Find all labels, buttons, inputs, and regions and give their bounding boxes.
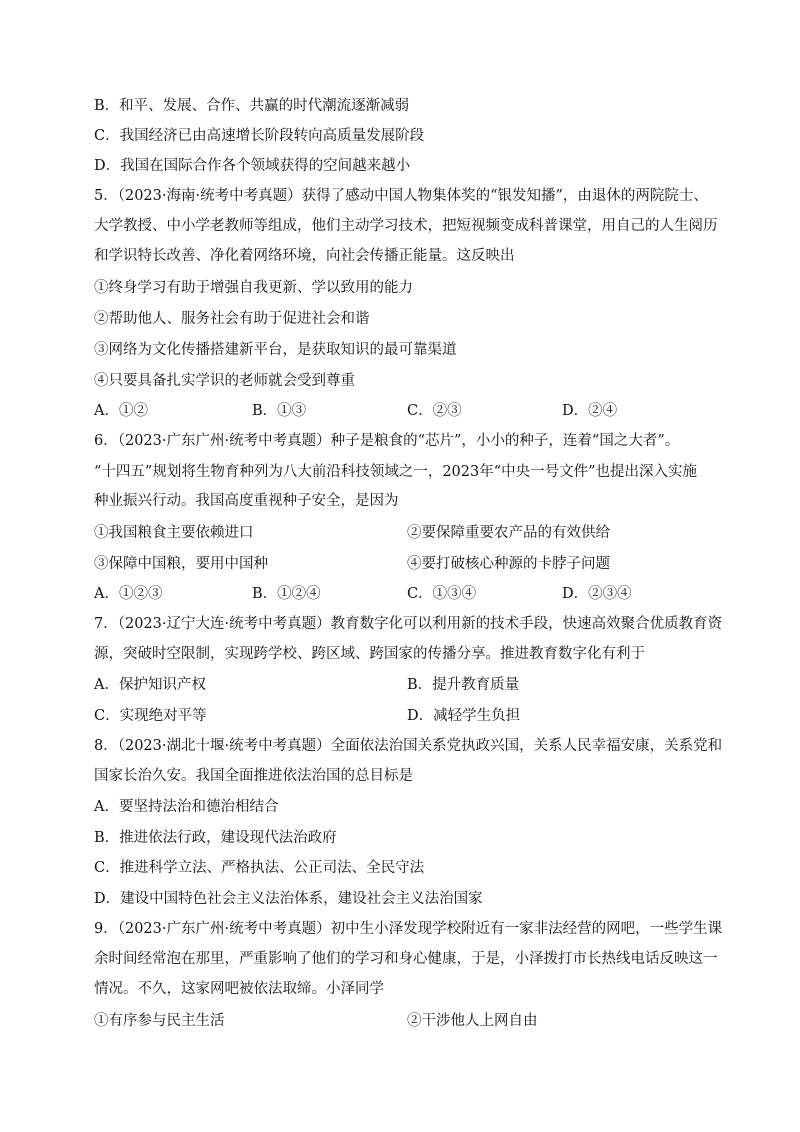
q6-statement-4: ④要打破核心种源的卡脖子问题	[407, 556, 610, 572]
q4-option-c: C．我国经济已由高速增长阶段转向高质量发展阶段	[94, 128, 425, 144]
q6-option-b: B．①②④	[252, 586, 321, 602]
q8-option-b: B．推进依法行政，建设现代法治政府	[94, 830, 337, 846]
q5-option-a: A．①②	[94, 403, 148, 419]
q6-stem-line1: 6．（2023·广东广州·统考中考真题）种子是粮食的“芯片”，小小的种子，连着“国之大者”。	[94, 433, 680, 449]
q6-option-a: A．①②③	[94, 586, 163, 602]
q6-stem-line2: “十四五”规划将生物育种列为八大前沿科技领域之一，2023年“中央一号文件”也提出深入实施	[94, 464, 698, 480]
q6-statement-3: ③保障中国粮，要用中国种	[94, 556, 268, 572]
q9-stem-line1: 9．（2023·广东广州·统考中考真题）初中生小泽发现学校附近有一家非法经营的网吧，一些学生课	[94, 921, 723, 937]
q8-stem-line1: 8．（2023·湖北十堰·统考中考真题）全面依法治国关系党执政兴国，关系人民幸福安康，关系党和	[94, 738, 723, 754]
q8-stem-line2: 国家长治久安。我国全面推进依法治国的总目标是	[94, 768, 413, 784]
q5-option-c: C．②③	[407, 403, 462, 419]
q4-option-d: D．我国在国际合作各个领域获得的空间越来越小	[94, 158, 411, 174]
q8-option-c: C．推进科学立法、严格执法、公正司法、全民守法	[94, 860, 425, 876]
q6-statement-2: ②要保障重要农产品的有效供给	[407, 525, 610, 541]
q7-stem-line2: 源，突破时空限制，实现跨学校、跨区域、跨国家的传播分享。推进教育数字化有利于	[94, 646, 645, 662]
q5-statement-4: ④只要具备扎实学识的老师就会受到尊重	[94, 373, 355, 389]
q9-statement-1: ①有序参与民主生活	[94, 1013, 225, 1029]
q5-stem-line1: 5．（2023·海南·统考中考真题）获得了感动中国人物集体奖的“银发知播”，由退休的两院院士、	[94, 188, 708, 204]
q5-stem-line2: 大学教授、中小学老教师等组成，他们主动学习技术，把短视频变成科普课堂，用自己的人生阅历	[94, 218, 718, 234]
q7-option-d: D．减轻学生负担	[407, 708, 521, 724]
q8-option-d: D．建设中国特色社会主义法治体系，建设社会主义法治国家	[94, 891, 483, 907]
q7-option-c: C．实现绝对平等	[94, 708, 207, 724]
q5-statement-1: ①终身学习有助于增强自我更新、学以致用的能力	[94, 280, 413, 296]
q5-statement-2: ②帮助他人、服务社会有助于促进社会和谐	[94, 311, 370, 327]
q9-statement-2: ②干涉他人上网自由	[407, 1013, 538, 1029]
q4-option-b: B．和平、发展、合作、共赢的时代潮流逐渐减弱	[94, 98, 410, 114]
q6-statement-1: ①我国粮食主要依赖进口	[94, 525, 254, 541]
q6-option-c: C．①③④	[407, 586, 477, 602]
q7-option-b: B．提升教育质量	[407, 677, 520, 693]
q9-stem-line3: 情况。不久，这家网吧被依法取缔。小泽同学	[94, 981, 384, 997]
q5-stem-line3: 和学识特长改善、净化着网络环境，向社会传播正能量。这反映出	[94, 248, 515, 264]
q5-option-b: B．①③	[252, 403, 307, 419]
q5-option-d: D．②④	[562, 403, 618, 419]
q7-option-a: A．保护知识产权	[94, 677, 206, 693]
q6-option-d: D．②③④	[562, 586, 632, 602]
q7-stem-line1: 7．（2023·辽宁大连·统考中考真题）教育数字化可以利用新的技术手段，快速高效聚合优质教育资	[94, 616, 723, 632]
q6-stem-line3: 种业振兴行动。我国高度重视种子安全，是因为	[94, 493, 399, 509]
q5-statement-3: ③网络为文化传播搭建新平台，是获取知识的最可靠渠道	[94, 342, 457, 358]
q9-stem-line2: 余时间经常泡在那里，严重影响了他们的学习和身心健康，于是，小泽拨打市长热线电话反映这一	[94, 951, 718, 967]
q8-option-a: A．要坚持法治和德治相结合	[94, 799, 279, 815]
